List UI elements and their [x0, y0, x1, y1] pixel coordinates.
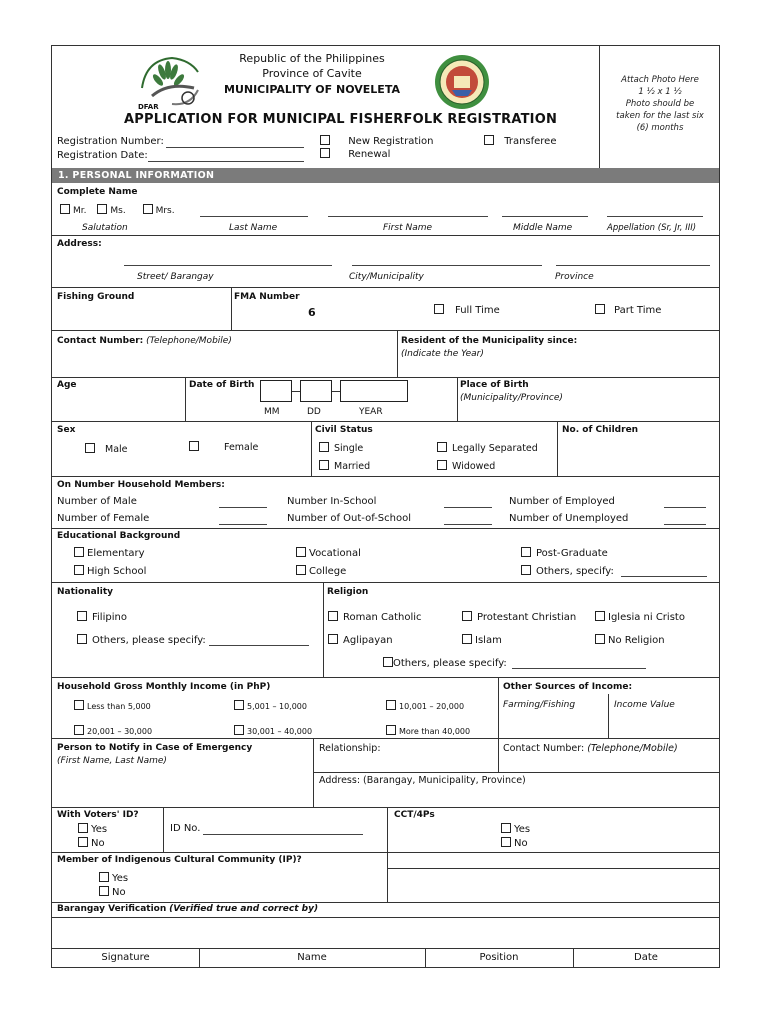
photo-note-4: taken for the last six: [616, 111, 704, 121]
income-range-1-checkbox[interactable]: [74, 700, 84, 710]
income-range-4-label: 20,001 – 30,000: [87, 727, 153, 736]
vocational-checkbox[interactable]: [296, 547, 306, 557]
salutation-options: [60, 204, 175, 216]
voters-yes-checkbox[interactable]: [78, 823, 88, 833]
ip-yes-option[interactable]: [99, 872, 128, 884]
income-range-3-option[interactable]: [386, 700, 464, 711]
header-republic: Republic of the Philippines: [239, 52, 385, 65]
income-range-1-option[interactable]: [74, 700, 151, 711]
single-option[interactable]: [319, 442, 363, 454]
income-range-6-checkbox[interactable]: [386, 725, 396, 735]
first-name-field[interactable]: [328, 216, 488, 217]
middle-name-caption: Middle Name: [513, 223, 573, 233]
nationality-others-label: Others, please specify:: [92, 635, 206, 646]
mr-option[interactable]: [60, 204, 87, 216]
header-province: Province of Cavite: [262, 67, 362, 80]
ms-checkbox[interactable]: [97, 204, 107, 214]
cct-yes-checkbox[interactable]: [501, 823, 511, 833]
noveleta-seal: [434, 54, 490, 110]
high-school-label: High School: [87, 566, 147, 577]
elementary-option[interactable]: [74, 547, 145, 559]
education-others-checkbox[interactable]: [521, 565, 531, 575]
age-label: Age: [57, 380, 77, 390]
cct-no-checkbox[interactable]: [501, 837, 511, 847]
emergency-contact-number-hint: (Telephone/Mobile): [587, 743, 678, 754]
number-employed-label: Number of Employed: [509, 496, 615, 507]
income-range-2-checkbox[interactable]: [234, 700, 244, 710]
married-checkbox[interactable]: [319, 460, 329, 470]
transferee-checkbox[interactable]: [484, 135, 494, 145]
no-of-children-label: No. of Children: [562, 425, 639, 435]
civil-status-label: Civil Status: [315, 425, 373, 435]
no-religion-checkbox[interactable]: [595, 634, 605, 644]
number-unemployed-field[interactable]: [664, 524, 706, 525]
religion-label: Religion: [327, 587, 369, 597]
relationship-label: Relationship:: [319, 743, 381, 754]
part-time-checkbox[interactable]: [595, 304, 605, 314]
legally-separated-checkbox[interactable]: [437, 442, 447, 452]
resident-since-label: Resident of the Municipality since:: [401, 336, 578, 346]
income-range-4-option[interactable]: [74, 725, 152, 736]
religion-others-checkbox[interactable]: [383, 657, 393, 667]
income-range-6-option[interactable]: [386, 725, 470, 736]
registration-form: [51, 45, 720, 968]
income-range-5-option[interactable]: [234, 725, 312, 736]
roman-catholic-label: Roman Catholic: [343, 612, 422, 623]
filipino-checkbox[interactable]: [77, 611, 87, 621]
female-checkbox[interactable]: [189, 441, 199, 451]
college-checkbox[interactable]: [296, 565, 306, 575]
place-of-birth-label: Place of Birth: [460, 380, 529, 390]
female-label: Female: [224, 442, 259, 453]
fma-number-value: 6: [308, 306, 316, 319]
last-name-caption: Last Name: [229, 223, 278, 233]
part-time-label: Part Time: [614, 305, 662, 316]
aglipayan-option[interactable]: [328, 634, 393, 646]
number-of-male-label: Number of Male: [57, 496, 137, 507]
college-option[interactable]: [296, 565, 346, 577]
income-range-1-label: Less than 5,000: [87, 702, 151, 711]
number-in-school-field[interactable]: [444, 507, 492, 508]
married-option[interactable]: [319, 460, 370, 472]
farming-fishing-label: Farming/Fishing: [503, 700, 576, 710]
number-of-female-label: Number of Female: [57, 513, 150, 524]
no-religion-option[interactable]: [595, 634, 665, 646]
dob-year-caption: YEAR: [359, 407, 383, 417]
college-label: College: [309, 566, 347, 577]
nationality-others-checkbox[interactable]: [77, 634, 87, 644]
appellation-field[interactable]: [607, 216, 703, 217]
photo-note-3: Photo should be: [625, 99, 695, 109]
photo-area: [602, 74, 718, 134]
elementary-checkbox[interactable]: [74, 547, 84, 557]
islam-label: Islam: [475, 635, 502, 646]
city-field[interactable]: [352, 265, 542, 266]
ms-label: Ms.: [110, 206, 126, 216]
education-others-option[interactable]: [521, 565, 614, 577]
income-range-2-option[interactable]: [234, 700, 307, 711]
nationality-others-field[interactable]: [209, 645, 309, 646]
education-label: Educational Background: [57, 531, 181, 541]
province-caption: Province: [555, 272, 594, 282]
protestant-option[interactable]: [462, 611, 576, 623]
income-range-5-label: 30,001 – 40,000: [247, 727, 313, 736]
first-name-caption: First Name: [383, 223, 433, 233]
contact-number-hint: (Telephone/Mobile): [146, 336, 232, 346]
contact-number-area: [57, 336, 232, 346]
form-title: APPLICATION FOR MUNICIPAL FISHERFOLK REGISTRATION: [124, 112, 558, 127]
voters-no-option[interactable]: [78, 837, 105, 849]
number-out-school-field[interactable]: [444, 524, 492, 525]
renewal-label: Renewal: [348, 149, 391, 160]
emergency-contact-number-label: Contact Number:: [503, 743, 585, 754]
position-label: Position: [479, 952, 519, 963]
complete-name-label: Complete Name: [57, 187, 138, 197]
single-checkbox[interactable]: [319, 442, 329, 452]
income-range-3-checkbox[interactable]: [386, 700, 396, 710]
date-of-birth-label: Date of Birth: [189, 380, 255, 390]
widowed-label: Widowed: [452, 461, 496, 472]
registration-number-field[interactable]: [166, 147, 304, 148]
income-range-5-checkbox[interactable]: [234, 725, 244, 735]
aglipayan-label: Aglipayan: [343, 635, 393, 646]
protestant-checkbox[interactable]: [462, 611, 472, 621]
mrs-label: Mrs.: [155, 206, 175, 216]
dob-day-box[interactable]: [300, 380, 332, 402]
household-income-label: Household Gross Monthly Income (in PhP): [57, 682, 271, 692]
new-registration-checkbox[interactable]: [320, 135, 330, 145]
fma-number-label: FMA Number: [234, 292, 300, 302]
single-label: Single: [334, 443, 364, 454]
ms-option[interactable]: [97, 204, 125, 216]
vocational-label: Vocational: [309, 548, 361, 559]
iglesia-label: Iglesia ni Cristo: [608, 612, 685, 623]
resident-since-hint: (Indicate the Year): [401, 349, 484, 359]
number-employed-field[interactable]: [664, 507, 706, 508]
voters-yes-option[interactable]: [78, 823, 107, 835]
religion-others-option[interactable]: [383, 657, 507, 669]
iglesia-checkbox[interactable]: [595, 611, 605, 621]
dob-month-box[interactable]: [260, 380, 292, 402]
voters-yes-label: Yes: [91, 824, 108, 835]
post-graduate-checkbox[interactable]: [521, 547, 531, 557]
mr-checkbox[interactable]: [60, 204, 70, 214]
barangay-verification-label: [57, 904, 318, 914]
dob-year-box[interactable]: [340, 380, 408, 402]
number-of-female-field[interactable]: [219, 524, 267, 525]
number-unemployed-label: Number of Unemployed: [509, 513, 629, 524]
ip-no-label: No: [112, 887, 126, 898]
income-value-label: Income Value: [614, 700, 675, 710]
registration-number-label: Registration Number:: [57, 136, 164, 147]
income-range-3-label: 10,001 – 20,000: [399, 702, 465, 711]
roman-catholic-checkbox[interactable]: [328, 611, 338, 621]
ip-yes-label: Yes: [112, 873, 129, 884]
married-label: Married: [334, 461, 371, 472]
id-no-label: ID No.: [170, 823, 201, 834]
ip-no-checkbox[interactable]: [99, 886, 109, 896]
post-graduate-option[interactable]: [521, 547, 608, 559]
iglesia-option[interactable]: [595, 611, 685, 623]
full-time-label: Full Time: [455, 305, 500, 316]
no-religion-label: No Religion: [608, 635, 665, 646]
full-time-option[interactable]: [434, 304, 500, 316]
dfar-logo-text: DFAR: [138, 103, 159, 111]
registration-date-label: Registration Date:: [57, 150, 148, 161]
legally-separated-label: Legally Separated: [452, 443, 538, 454]
voters-id-label: With Voters' ID?: [57, 810, 139, 820]
middle-name-field[interactable]: [502, 216, 588, 217]
address-label: Address:: [57, 239, 102, 249]
registration-date-field[interactable]: [148, 161, 304, 162]
renewal-option[interactable]: [320, 148, 390, 160]
islam-option[interactable]: [462, 634, 502, 646]
mr-label: Mr.: [73, 206, 87, 216]
street-field[interactable]: [124, 265, 332, 266]
signature-label: Signature: [101, 952, 150, 963]
photo-note-2: 1 ½ x 1 ½: [638, 87, 682, 97]
filipino-label: Filipino: [92, 612, 127, 623]
header-municipality: MUNICIPALITY OF NOVELETA: [224, 83, 400, 96]
last-name-field[interactable]: [200, 216, 308, 217]
high-school-option[interactable]: [74, 565, 146, 577]
province-field[interactable]: [556, 265, 710, 266]
cct-yes-label: Yes: [514, 824, 531, 835]
household-members-label: On Number Household Members:: [57, 480, 225, 490]
ip-no-option[interactable]: [99, 886, 126, 898]
income-range-4-checkbox[interactable]: [74, 725, 84, 735]
number-in-school-label: Number In-School: [287, 496, 377, 507]
male-label: Male: [105, 444, 128, 455]
education-others-field[interactable]: [621, 576, 707, 577]
sex-label: Sex: [57, 425, 76, 435]
voters-no-label: No: [91, 838, 105, 849]
emergency-address-label: Address: (Barangay, Municipality, Province): [319, 775, 526, 786]
education-others-label: Others, specify:: [536, 566, 614, 577]
cct-yes-option[interactable]: [501, 823, 530, 835]
full-time-checkbox[interactable]: [434, 304, 444, 314]
place-of-birth-hint: (Municipality/Province): [460, 393, 563, 403]
ip-yes-checkbox[interactable]: [99, 872, 109, 882]
mrs-option[interactable]: [143, 204, 175, 216]
transferee-label: Transferee: [504, 136, 557, 147]
protestant-label: Protestant Christian: [477, 612, 577, 623]
nationality-label: Nationality: [57, 587, 113, 597]
photo-note-1: Attach Photo Here: [621, 75, 699, 85]
emergency-contact-label: Person to Notify in Case of Emergency: [57, 743, 253, 753]
cct-no-option[interactable]: [501, 837, 528, 849]
dfar-logo: [132, 52, 206, 114]
roman-catholic-option[interactable]: [328, 611, 422, 623]
city-caption: City/Municipality: [349, 272, 424, 282]
ip-member-label: Member of Indigenous Cultural Community (IP)?: [57, 855, 302, 865]
photo-note-5: (6) months: [636, 123, 684, 133]
contact-number-label: Contact Number:: [57, 336, 144, 346]
cct-no-label: No: [514, 838, 528, 849]
renewal-checkbox[interactable]: [320, 148, 330, 158]
transferee-option[interactable]: [484, 135, 556, 147]
part-time-option[interactable]: [595, 304, 661, 316]
dob-dd-caption: DD: [307, 407, 321, 417]
income-range-2-label: 5,001 – 10,000: [247, 702, 307, 711]
dob-mm-caption: MM: [264, 407, 280, 417]
barangay-verification-hint: (Verified true and correct by): [169, 904, 319, 914]
female-option[interactable]: [189, 441, 258, 453]
emergency-contact-number: [503, 743, 678, 754]
appellation-caption: Appellation (Sr, Jr, III): [607, 223, 697, 233]
number-of-male-field[interactable]: [219, 507, 267, 508]
street-caption: Street/ Barangay: [137, 272, 214, 282]
income-range-6-label: More than 40,000: [399, 727, 471, 736]
widowed-checkbox[interactable]: [437, 460, 447, 470]
nationality-others-option[interactable]: [77, 634, 206, 646]
widowed-option[interactable]: [437, 460, 495, 472]
other-income-label: Other Sources of Income:: [503, 682, 633, 692]
male-option[interactable]: [85, 443, 128, 455]
male-checkbox[interactable]: [85, 443, 95, 453]
mrs-checkbox[interactable]: [143, 204, 153, 214]
voters-no-checkbox[interactable]: [78, 837, 88, 847]
fishing-ground-label: Fishing Ground: [57, 292, 135, 302]
barangay-verification-title: Barangay Verification: [57, 904, 167, 914]
religion-others-field[interactable]: [512, 668, 646, 669]
islam-checkbox[interactable]: [462, 634, 472, 644]
high-school-checkbox[interactable]: [74, 565, 84, 575]
id-no-field[interactable]: [203, 834, 363, 835]
date-label: Date: [634, 952, 658, 963]
number-out-school-label: Number of Out-of-School: [287, 513, 411, 524]
religion-others-label: Others, please specify:: [393, 658, 507, 669]
salutation-caption: Salutation: [82, 223, 128, 233]
post-graduate-label: Post-Graduate: [536, 548, 608, 559]
emergency-contact-hint: (First Name, Last Name): [57, 756, 167, 766]
filipino-option[interactable]: [77, 611, 127, 623]
new-registration-label: New Registration: [348, 136, 434, 147]
new-registration-option[interactable]: [320, 135, 433, 147]
aglipayan-checkbox[interactable]: [328, 634, 338, 644]
vocational-option[interactable]: [296, 547, 361, 559]
legally-separated-option[interactable]: [437, 442, 538, 454]
name-label: Name: [297, 952, 327, 963]
personal-information-header: 1. PERSONAL INFORMATION: [52, 168, 719, 183]
cct-4ps-label: CCT/4Ps: [394, 810, 435, 820]
elementary-label: Elementary: [87, 548, 145, 559]
